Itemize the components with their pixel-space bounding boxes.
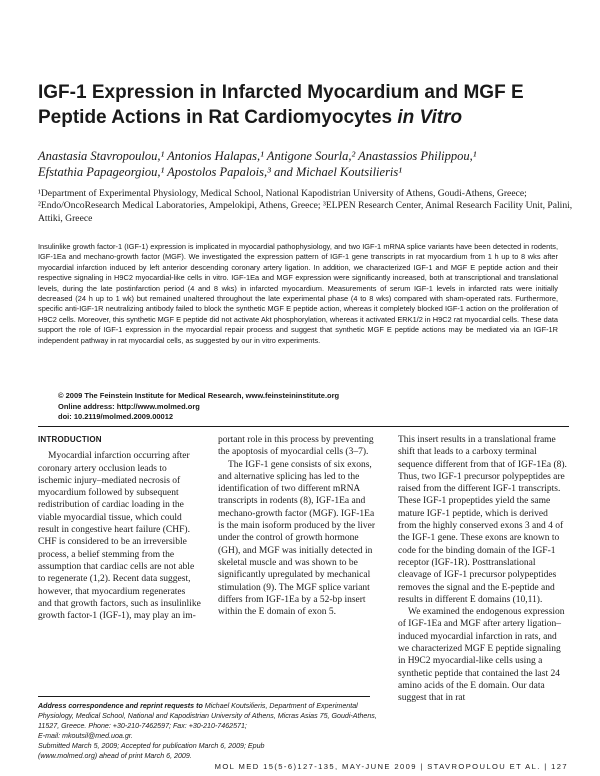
affiliations: ¹Department of Experimental Physiology, Medical School, National Kapodistrian University of Athens, Goudi-Athens, Greece; ²Endo/OncoResearch Medical Laboratories, Ampelokipi, Athens, Greece; ³ELPEN Research Center, Animal Research Facility Unit, Palini, Attiki, Greece	[38, 188, 573, 224]
article-title-main: IGF-1 Expression in Infarcted Myocardium and MGF E Peptide Actions in Rat Cardiomyocytes	[38, 82, 524, 128]
body-paragraph: portant role in this process by preventing the apoptosis of myocardial cells (3–7).	[218, 435, 374, 458]
abstract-meta	[58, 391, 558, 423]
body-paragraph: Myocardial infarction occurring after coronary artery occlusion leads to ischemic injury–mediated necrosis of myocardium followed by subsequent redistribution of cardiac loading in the viable myocardial tissue, which could result in congestive heart failure (CHF). CHF is considered to be an irreversible process, a belief stemming from the assumption that cardiac cells are not able to regenerate (1,2). Recent data suggest, however, that myocardium regenerates and that growth factors, such as insulinlike growth factor-1 (IGF-1), may play an im-	[38, 451, 201, 622]
correspondence-email[interactable]: E-mail: mkoutsil@med.uoa.gr.	[38, 732, 133, 740]
section-divider	[38, 426, 569, 427]
body-paragraph: This insert results in a translational frame shift that leads to a carboxy terminal sequence different from that of IGF-1Ea (8). Thus, two IGF-1 precursor polypeptides are raised from the different IGF-1 transcripts. These IGF-1 propeptides yield the same mature IGF-1 peptide, which is derived from the highly conserved exons 3 and 4 of the IGF-1 gene. These exons are known to code for the binding domain of the IGF-1 receptor (IGF-1R). Posttranslational cleavage of IGF-1 precursor polypeptides removes the signal and the E-peptide and results in different E domains (10,11).	[398, 435, 567, 605]
correspondence-note	[38, 701, 378, 761]
doi[interactable]: doi: 10.2119/molmed.2009.00012	[58, 412, 174, 421]
article-title	[38, 80, 578, 130]
footnote-divider	[38, 696, 370, 697]
correspondence-lead: Address correspondence and reprint requests to	[38, 702, 203, 710]
body-column-1	[38, 434, 201, 622]
submission-dates: Submitted March 5, 2009; Accepted for publication March 6, 2009; Epub	[38, 742, 265, 750]
online-address[interactable]: Online address: http://www.molmed.org	[58, 401, 200, 411]
body-column-3	[398, 434, 568, 705]
epub-note: (www.molmed.org) ahead of print March 6, 2009.	[38, 752, 192, 760]
body-paragraph: We examined the endogenous expression of IGF-1Ea and MGF after artery ligation–induced myocardial infarction in rats, and we characterized MGF E peptide signaling in H9C2 myocardial-like cells using a synthetic peptide that contained the last 24 amino acids of the E domain. Our data suggest that in rat	[398, 607, 565, 704]
abstract: Insulinlike growth factor-1 (IGF-1) expression is implicated in myocardial pathophysiology, and two IGF-1 mRNA splice variants have been detected in rodents, IGF-1Ea and mechano-growth factor (MGF). We investigated the expression pattern of IGF-1 gene transcripts in rat myocardium from 1 h up to 8 wks after myocardial infarction induced by left anterior descending coronary artery ligation. In addition, we characterized IGF-1 and MGF E peptide action and their respective signaling in H9C2 myocardial-like cells in vitro. IGF-1Ea and MGF expression were significantly increased, both at transcriptional and translational levels, during the late postinfarction period (4 and 8 wks) in infarcted myocardium. Measurements of serum IGF-1 levels in infarcted rats were initially decreased (24 h up to 1 wk) but remained unaltered throughout the late experimental phase (4 to 8 wks) compared with sham-operated rats. Furthermore, specific anti-IGF-1R neutralizing antibody failed to block the synthetic MGF E peptide action, whereas it completely blocked IGF-1 action on the proliferation of H9C2 cells. Moreover, this synthetic MGF E peptide did not activate Akt phosphorylation, whereas it activated ERK1/2 in H9C2 rat myocardial cells. These data support the role of IGF-1 expression in the myocardial repair process and suggest that synthetic MGF E peptide actions may be mediated via an IGF-1R independent pathway in rat myocardial cells, as suggested by our in vitro experiments.	[38, 242, 558, 345]
body-column-2	[218, 434, 381, 618]
author-list	[38, 148, 578, 180]
body-paragraph: The IGF-1 gene consists of six exons, and alternative splicing has led to the identification of two different mRNA transcripts in rodents (8), IGF-1Ea and mechano-growth factor (MGF). IGF-1Ea is the main isoform produced by the liver under the control of growth hormone (GH), and MGF was initially detected in skeletal muscle and was shown to be significantly upregulated by mechanical stimulation (9). The MGF splice variant differs from IGF-1Ea by a 52-bp insert within the E domain of exon 5.	[218, 459, 375, 618]
author-line: Anastasia Stavropoulou,¹ Antonios Halapas,¹ Antigone Sourla,² Anastassios Philippou,¹	[38, 149, 477, 163]
page-footer: MOL MED 15(5-6)127-135, MAY-JUNE 2009 | STAVROPOULOU ET AL. | 127	[214, 762, 568, 771]
article-title-italic: in Vitro	[397, 107, 463, 128]
copyright-line: © 2009 The Feinstein Institute for Medical Research, www.feinsteininstitute.org	[58, 391, 340, 400]
section-heading-introduction: INTRODUCTION	[38, 435, 102, 444]
author-line: Efstathia Papageorgiou,¹ Apostolos Papalois,³ and Michael Koutsilieris¹	[38, 165, 403, 179]
correspondence-text: Michael Koutsilieris, Department of Experimental Physiology, Medical School, National and Kapodistrian University of Athens, Micras Asias 75, Goudi-Athens, 11527, Greece. Phone: +30-210-7462597; Fax: +30-210-7462571;	[38, 702, 377, 730]
